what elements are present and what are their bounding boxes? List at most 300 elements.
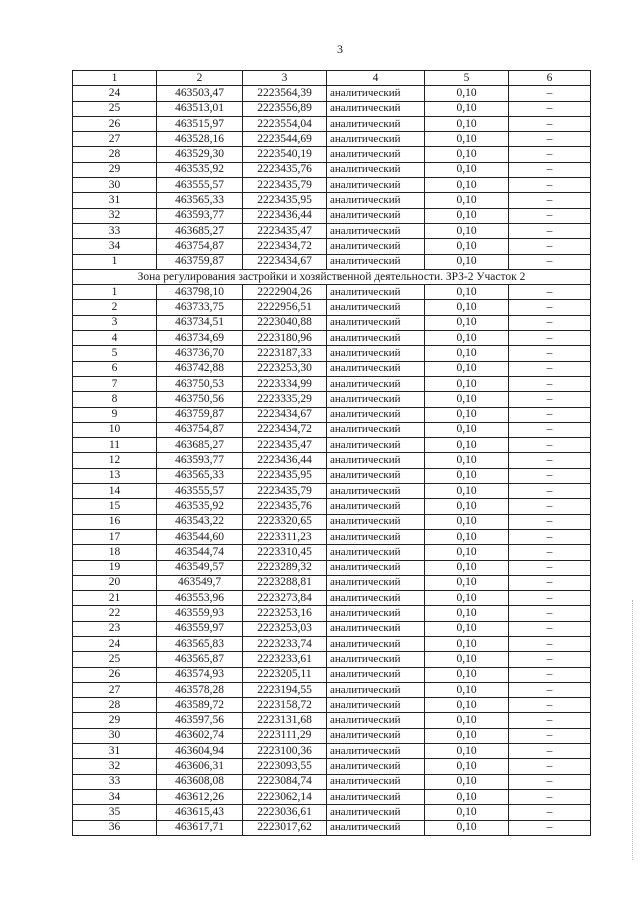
cell-accuracy: 0,10 [425, 698, 509, 713]
table-row [73, 392, 591, 407]
cell-coordinate-x: 463685,27 [157, 438, 243, 453]
cell-point-number: 30 [73, 728, 157, 743]
cell-accuracy: 0,10 [425, 468, 509, 483]
cell-method: аналитический [327, 407, 425, 422]
cell-accuracy: 0,10 [425, 116, 509, 131]
cell-note: – [509, 315, 591, 330]
cell-note: – [509, 575, 591, 590]
cell-accuracy: 0,10 [425, 529, 509, 544]
column-header-x: 2 [157, 71, 243, 86]
cell-accuracy: 0,10 [425, 667, 509, 682]
table-row [73, 805, 591, 820]
cell-coordinate-x: 463549,7 [157, 575, 243, 590]
cell-method: аналитический [327, 560, 425, 575]
cell-method: аналитический [327, 667, 425, 682]
cell-accuracy: 0,10 [425, 223, 509, 238]
cell-coordinate-y: 2222956,51 [243, 300, 327, 315]
table-row [73, 422, 591, 437]
cell-method: аналитический [327, 223, 425, 238]
cell-coordinate-x: 463593,77 [157, 208, 243, 223]
cell-note: – [509, 621, 591, 636]
cell-coordinate-y: 2223194,55 [243, 682, 327, 697]
cell-method: аналитический [327, 178, 425, 193]
cell-point-number: 32 [73, 759, 157, 774]
cell-point-number: 4 [73, 331, 157, 346]
cell-coordinate-x: 463617,71 [157, 820, 243, 835]
cell-coordinate-y: 2223310,45 [243, 545, 327, 560]
cell-accuracy: 0,10 [425, 499, 509, 514]
section-title: Зона регулирования застройки и хозяйственной деятельности. ЗРЗ-2 Участок 2 [73, 269, 591, 284]
cell-coordinate-y: 2223435,76 [243, 162, 327, 177]
cell-method: аналитический [327, 591, 425, 606]
cell-method: аналитический [327, 774, 425, 789]
cell-method: аналитический [327, 606, 425, 621]
cell-coordinate-y: 2223335,29 [243, 392, 327, 407]
cell-method: аналитический [327, 728, 425, 743]
cell-coordinate-y: 2223434,72 [243, 239, 327, 254]
table-row [73, 223, 591, 238]
cell-coordinate-x: 463555,57 [157, 178, 243, 193]
cell-method: аналитический [327, 193, 425, 208]
cell-point-number: 31 [73, 193, 157, 208]
cell-accuracy: 0,10 [425, 254, 509, 269]
cell-accuracy: 0,10 [425, 453, 509, 468]
cell-note: – [509, 147, 591, 162]
cell-point-number: 8 [73, 392, 157, 407]
cell-coordinate-y: 2223435,79 [243, 484, 327, 499]
table-row [73, 239, 591, 254]
table-row [73, 86, 591, 101]
cell-point-number: 15 [73, 499, 157, 514]
cell-coordinate-y: 2223253,16 [243, 606, 327, 621]
cell-method: аналитический [327, 438, 425, 453]
cell-accuracy: 0,10 [425, 86, 509, 101]
cell-coordinate-y: 2223253,03 [243, 621, 327, 636]
cell-point-number: 5 [73, 346, 157, 361]
cell-coordinate-x: 463544,74 [157, 545, 243, 560]
cell-note: – [509, 162, 591, 177]
table-row [73, 193, 591, 208]
cell-coordinate-x: 463553,96 [157, 591, 243, 606]
cell-accuracy: 0,10 [425, 759, 509, 774]
cell-point-number: 9 [73, 407, 157, 422]
cell-accuracy: 0,10 [425, 591, 509, 606]
cell-coordinate-y: 2223084,74 [243, 774, 327, 789]
cell-point-number: 18 [73, 545, 157, 560]
cell-point-number: 27 [73, 132, 157, 147]
table-row [73, 346, 591, 361]
cell-point-number: 27 [73, 682, 157, 697]
cell-accuracy: 0,10 [425, 636, 509, 651]
cell-point-number: 28 [73, 147, 157, 162]
cell-point-number: 26 [73, 116, 157, 131]
cell-point-number: 29 [73, 713, 157, 728]
cell-method: аналитический [327, 820, 425, 835]
cell-coordinate-y: 2222904,26 [243, 285, 327, 300]
cell-coordinate-y: 2223435,79 [243, 178, 327, 193]
cell-coordinate-x: 463750,53 [157, 376, 243, 391]
table-row [73, 315, 591, 330]
cell-point-number: 34 [73, 239, 157, 254]
cell-coordinate-x: 463750,56 [157, 392, 243, 407]
cell-coordinate-x: 463754,87 [157, 422, 243, 437]
cell-point-number: 25 [73, 652, 157, 667]
cell-note: – [509, 300, 591, 315]
cell-coordinate-x: 463503,47 [157, 86, 243, 101]
cell-method: аналитический [327, 682, 425, 697]
cell-note: – [509, 514, 591, 529]
table-row [73, 575, 591, 590]
table-row [73, 101, 591, 116]
cell-method: аналитический [327, 132, 425, 147]
cell-coordinate-x: 463759,87 [157, 407, 243, 422]
cell-accuracy: 0,10 [425, 101, 509, 116]
cell-point-number: 1 [73, 254, 157, 269]
cell-coordinate-y: 2223434,67 [243, 407, 327, 422]
cell-note: – [509, 376, 591, 391]
table-row [73, 545, 591, 560]
cell-method: аналитический [327, 86, 425, 101]
table-header-row [73, 71, 591, 86]
cell-coordinate-x: 463608,08 [157, 774, 243, 789]
cell-method: аналитический [327, 101, 425, 116]
cell-coordinate-y: 2223436,44 [243, 453, 327, 468]
cell-note: – [509, 774, 591, 789]
cell-accuracy: 0,10 [425, 713, 509, 728]
cell-accuracy: 0,10 [425, 820, 509, 835]
cell-point-number: 21 [73, 591, 157, 606]
cell-coordinate-x: 463733,75 [157, 300, 243, 315]
cell-point-number: 25 [73, 101, 157, 116]
cell-coordinate-y: 2223435,95 [243, 468, 327, 483]
cell-method: аналитический [327, 575, 425, 590]
cell-note: – [509, 545, 591, 560]
table-row [73, 789, 591, 804]
cell-note: – [509, 438, 591, 453]
table-row [73, 484, 591, 499]
table-row [73, 116, 591, 131]
table-row [73, 652, 591, 667]
cell-coordinate-x: 463685,27 [157, 223, 243, 238]
cell-coordinate-x: 463593,77 [157, 453, 243, 468]
table-row [73, 162, 591, 177]
table-row [73, 285, 591, 300]
cell-method: аналитический [327, 285, 425, 300]
cell-point-number: 3 [73, 315, 157, 330]
cell-point-number: 24 [73, 636, 157, 651]
cell-point-number: 14 [73, 484, 157, 499]
cell-point-number: 6 [73, 361, 157, 376]
cell-point-number: 12 [73, 453, 157, 468]
cell-point-number: 24 [73, 86, 157, 101]
cell-accuracy: 0,10 [425, 315, 509, 330]
cell-accuracy: 0,10 [425, 239, 509, 254]
cell-coordinate-y: 2223435,76 [243, 499, 327, 514]
cell-method: аналитический [327, 331, 425, 346]
cell-coordinate-x: 463798,10 [157, 285, 243, 300]
cell-coordinate-y: 2223311,23 [243, 529, 327, 544]
cell-coordinate-y: 2223111,29 [243, 728, 327, 743]
cell-coordinate-x: 463597,56 [157, 713, 243, 728]
cell-coordinate-x: 463543,22 [157, 514, 243, 529]
cell-note: – [509, 361, 591, 376]
cell-method: аналитический [327, 468, 425, 483]
cell-coordinate-x: 463528,16 [157, 132, 243, 147]
cell-coordinate-x: 463544,60 [157, 529, 243, 544]
cell-note: – [509, 101, 591, 116]
cell-accuracy: 0,10 [425, 514, 509, 529]
cell-note: – [509, 529, 591, 544]
cell-coordinate-y: 2223233,74 [243, 636, 327, 651]
table-row [73, 759, 591, 774]
table-row [73, 132, 591, 147]
cell-accuracy: 0,10 [425, 560, 509, 575]
table-row [73, 407, 591, 422]
cell-note: – [509, 591, 591, 606]
cell-point-number: 26 [73, 667, 157, 682]
cell-method: аналитический [327, 147, 425, 162]
cell-coordinate-x: 463529,30 [157, 147, 243, 162]
cell-point-number: 13 [73, 468, 157, 483]
cell-point-number: 30 [73, 178, 157, 193]
section-title-row [73, 269, 591, 284]
cell-note: – [509, 422, 591, 437]
cell-note: – [509, 759, 591, 774]
cell-coordinate-x: 463549,57 [157, 560, 243, 575]
cell-point-number: 29 [73, 162, 157, 177]
cell-accuracy: 0,10 [425, 438, 509, 453]
cell-coordinate-x: 463565,33 [157, 193, 243, 208]
cell-coordinate-x: 463606,31 [157, 759, 243, 774]
cell-method: аналитический [327, 805, 425, 820]
cell-method: аналитический [327, 545, 425, 560]
table-row [73, 300, 591, 315]
cell-note: – [509, 698, 591, 713]
cell-method: аналитический [327, 116, 425, 131]
cell-note: – [509, 713, 591, 728]
cell-coordinate-x: 463559,93 [157, 606, 243, 621]
cell-accuracy: 0,10 [425, 376, 509, 391]
column-header-method: 4 [327, 71, 425, 86]
cell-coordinate-y: 2223062,14 [243, 789, 327, 804]
cell-point-number: 1 [73, 285, 157, 300]
cell-note: – [509, 453, 591, 468]
cell-point-number: 7 [73, 376, 157, 391]
cell-point-number: 35 [73, 805, 157, 820]
cell-note: – [509, 86, 591, 101]
cell-accuracy: 0,10 [425, 484, 509, 499]
table-row [73, 698, 591, 713]
table-row [73, 361, 591, 376]
cell-note: – [509, 132, 591, 147]
cell-method: аналитический [327, 514, 425, 529]
cell-method: аналитический [327, 499, 425, 514]
cell-method: аналитический [327, 376, 425, 391]
cell-method: аналитический [327, 621, 425, 636]
cell-accuracy: 0,10 [425, 728, 509, 743]
cell-note: – [509, 805, 591, 820]
cell-note: – [509, 789, 591, 804]
cell-note: – [509, 407, 591, 422]
cell-coordinate-x: 463555,57 [157, 484, 243, 499]
cell-coordinate-y: 2223131,68 [243, 713, 327, 728]
page-number: 3 [337, 42, 343, 56]
cell-coordinate-y: 2223334,99 [243, 376, 327, 391]
cell-note: – [509, 484, 591, 499]
cell-point-number: 28 [73, 698, 157, 713]
cell-coordinate-x: 463742,88 [157, 361, 243, 376]
cell-method: аналитический [327, 529, 425, 544]
cell-coordinate-y: 2223017,62 [243, 820, 327, 835]
cell-method: аналитический [327, 484, 425, 499]
cell-accuracy: 0,10 [425, 361, 509, 376]
table-row [73, 744, 591, 759]
cell-coordinate-y: 2223158,72 [243, 698, 327, 713]
cell-coordinate-y: 2223205,11 [243, 667, 327, 682]
cell-note: – [509, 239, 591, 254]
cell-coordinate-y: 2223180,96 [243, 331, 327, 346]
cell-method: аналитический [327, 315, 425, 330]
table-row [73, 208, 591, 223]
cell-coordinate-y: 2223434,67 [243, 254, 327, 269]
column-header-y: 3 [243, 71, 327, 86]
table-row [73, 254, 591, 269]
cell-coordinate-y: 2223040,88 [243, 315, 327, 330]
cell-coordinate-x: 463759,87 [157, 254, 243, 269]
cell-coordinate-x: 463574,93 [157, 667, 243, 682]
cell-coordinate-y: 2223320,65 [243, 514, 327, 529]
cell-point-number: 20 [73, 575, 157, 590]
cell-method: аналитический [327, 392, 425, 407]
cell-coordinate-x: 463754,87 [157, 239, 243, 254]
cell-point-number: 32 [73, 208, 157, 223]
cell-accuracy: 0,10 [425, 789, 509, 804]
cell-note: – [509, 193, 591, 208]
cell-coordinate-x: 463734,51 [157, 315, 243, 330]
cell-note: – [509, 223, 591, 238]
cell-accuracy: 0,10 [425, 162, 509, 177]
cell-note: – [509, 346, 591, 361]
cell-point-number: 11 [73, 438, 157, 453]
cell-method: аналитический [327, 636, 425, 651]
cell-coordinate-y: 2223556,89 [243, 101, 327, 116]
cell-coordinate-y: 2223564,39 [243, 86, 327, 101]
table-row [73, 468, 591, 483]
table-row [73, 713, 591, 728]
column-header-number: 1 [73, 71, 157, 86]
cell-point-number: 22 [73, 606, 157, 621]
cell-note: – [509, 331, 591, 346]
cell-accuracy: 0,10 [425, 774, 509, 789]
cell-coordinate-y: 2223436,44 [243, 208, 327, 223]
cell-accuracy: 0,10 [425, 346, 509, 361]
cell-accuracy: 0,10 [425, 606, 509, 621]
cell-coordinate-x: 463565,83 [157, 636, 243, 651]
cell-method: аналитический [327, 346, 425, 361]
table-row [73, 514, 591, 529]
table-row [73, 499, 591, 514]
cell-method: аналитический [327, 254, 425, 269]
cell-note: – [509, 468, 591, 483]
cell-method: аналитический [327, 789, 425, 804]
cell-coordinate-y: 2223036,61 [243, 805, 327, 820]
cell-point-number: 2 [73, 300, 157, 315]
cell-note: – [509, 392, 591, 407]
cell-point-number: 34 [73, 789, 157, 804]
cell-coordinate-y: 2223435,47 [243, 438, 327, 453]
cell-accuracy: 0,10 [425, 193, 509, 208]
coordinates-table-body [73, 71, 591, 836]
cell-coordinate-y: 2223253,30 [243, 361, 327, 376]
cell-accuracy: 0,10 [425, 805, 509, 820]
cell-coordinate-y: 2223435,95 [243, 193, 327, 208]
cell-note: – [509, 560, 591, 575]
cell-accuracy: 0,10 [425, 178, 509, 193]
cell-accuracy: 0,10 [425, 392, 509, 407]
cell-note: – [509, 820, 591, 835]
column-header-note: 6 [509, 71, 591, 86]
cell-coordinate-x: 463535,92 [157, 162, 243, 177]
cell-coordinate-x: 463565,33 [157, 468, 243, 483]
cell-accuracy: 0,10 [425, 331, 509, 346]
cell-accuracy: 0,10 [425, 285, 509, 300]
cell-accuracy: 0,10 [425, 545, 509, 560]
cell-accuracy: 0,10 [425, 407, 509, 422]
cell-note: – [509, 178, 591, 193]
cell-coordinate-x: 463736,70 [157, 346, 243, 361]
cell-coordinate-x: 463734,69 [157, 331, 243, 346]
table-row [73, 728, 591, 743]
table-row [73, 621, 591, 636]
cell-accuracy: 0,10 [425, 132, 509, 147]
cell-coordinate-x: 463513,01 [157, 101, 243, 116]
cell-coordinate-x: 463578,28 [157, 682, 243, 697]
cell-note: – [509, 652, 591, 667]
table-row [73, 147, 591, 162]
cell-method: аналитический [327, 453, 425, 468]
cell-method: аналитический [327, 422, 425, 437]
cell-coordinate-x: 463565,87 [157, 652, 243, 667]
cell-method: аналитический [327, 744, 425, 759]
cell-method: аналитический [327, 208, 425, 223]
cell-note: – [509, 606, 591, 621]
cell-coordinate-y: 2223100,36 [243, 744, 327, 759]
cell-method: аналитический [327, 713, 425, 728]
cell-method: аналитический [327, 361, 425, 376]
cell-point-number: 23 [73, 621, 157, 636]
cell-method: аналитический [327, 652, 425, 667]
cell-coordinate-y: 2223435,47 [243, 223, 327, 238]
cell-coordinate-y: 2223554,04 [243, 116, 327, 131]
cell-coordinate-x: 463535,92 [157, 499, 243, 514]
cell-accuracy: 0,10 [425, 300, 509, 315]
cell-accuracy: 0,10 [425, 147, 509, 162]
table-row [73, 591, 591, 606]
cell-coordinate-y: 2223273,84 [243, 591, 327, 606]
cell-coordinate-y: 2223434,72 [243, 422, 327, 437]
cell-coordinate-x: 463604,94 [157, 744, 243, 759]
table-row [73, 529, 591, 544]
table-row [73, 667, 591, 682]
table-row [73, 438, 591, 453]
table-row [73, 376, 591, 391]
table-row [73, 331, 591, 346]
cell-method: аналитический [327, 300, 425, 315]
cell-note: – [509, 254, 591, 269]
cell-point-number: 31 [73, 744, 157, 759]
cell-point-number: 10 [73, 422, 157, 437]
cell-note: – [509, 728, 591, 743]
